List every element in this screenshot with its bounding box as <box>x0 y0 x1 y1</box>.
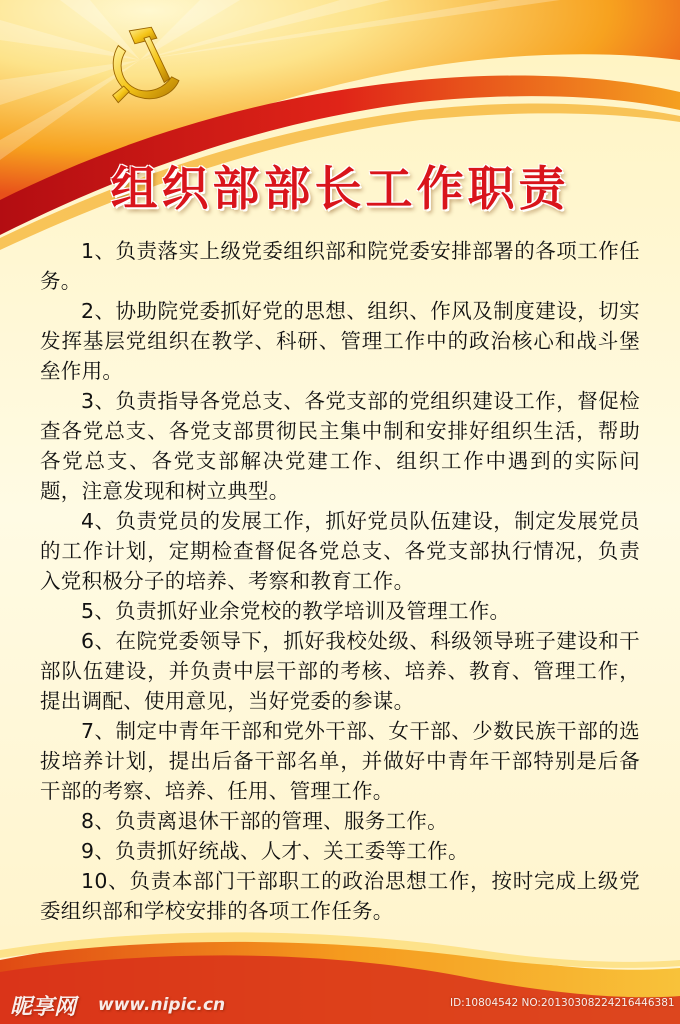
poster-title: 组织部部长工作职责 <box>110 162 570 217</box>
duty-item: 5、负责抓好业余党校的教学培训及管理工作。 <box>81 599 511 623</box>
duty-item: 7、制定中青年干部和党外干部、女干部、少数民族干部的选拔培养计划，提出后备干部名单，并做好中青年干部特别是后备干部的考察、培养、任用、管理工作。 <box>40 719 640 803</box>
watermark-logo: 昵享网 <box>10 995 77 1020</box>
duty-item: 2、协助院党委抓好党的思想、组织、作风及制度建设，切实发挥基层党组织在教学、科研、管理工作中的政治核心和战斗堡垒作用。 <box>40 299 640 383</box>
duty-item: 8、负责离退休干部的管理、服务工作。 <box>81 809 448 833</box>
hammer-sickle-icon <box>98 18 190 110</box>
watermark-url: www.nipic.cn <box>98 995 226 1015</box>
duty-list <box>40 236 640 926</box>
duty-item: 3、负责指导各党总支、各党支部的党组织建设工作，督促检查各党总支、各党支部贯彻民主集中制和安排好组织生活，帮助各党总支、各党支部解决党建工作、组织工作中遇到的实际问题，注意发现和树立典型。 <box>40 389 640 503</box>
watermark-id: ID:10804542 NO:20130308224216446381 <box>450 997 675 1009</box>
duty-item: 10、负责本部门干部职工的政治思想工作，按时完成上级党委组织部和学校安排的各项工作任务。 <box>40 869 640 923</box>
duty-item: 4、负责党员的发展工作，抓好党员队伍建设，制定发展党员的工作计划，定期检查督促各党总支、各党支部执行情况，负责入党积极分子的培养、考察和教育工作。 <box>40 509 640 593</box>
duty-item: 9、负责抓好统战、人才、关工委等工作。 <box>81 839 469 863</box>
duty-item: 6、在院党委领导下，抓好我校处级、科级领导班子建设和干部队伍建设，并负责中层干部的考核、培养、教育、管理工作，提出调配、使用意见，当好党委的参谋。 <box>40 629 640 713</box>
duty-item: 1、负责落实上级党委组织部和院党委安排部署的各项工作任务。 <box>40 239 640 293</box>
